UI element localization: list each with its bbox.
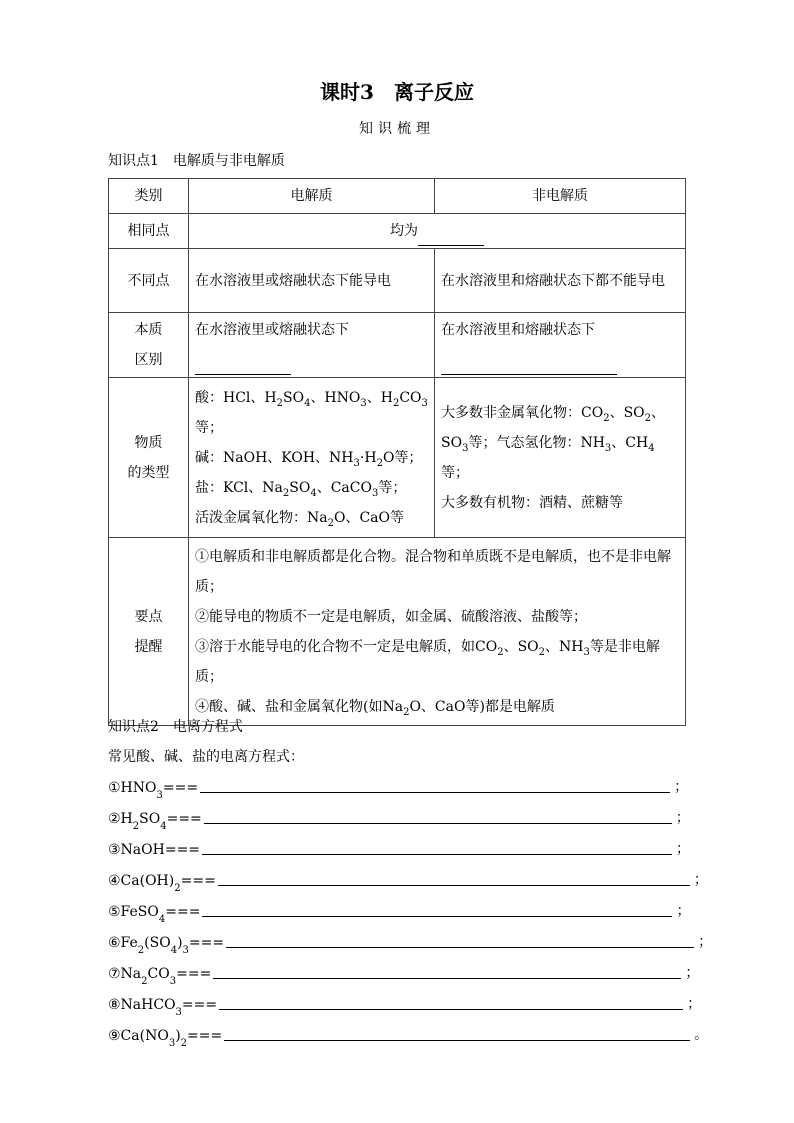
page-title: 课时3 离子反应 bbox=[320, 80, 474, 104]
equation-2: ②H 2 SO 4 === ； bbox=[108, 810, 690, 832]
answer-line[interactable] bbox=[202, 853, 672, 855]
equation-8: ⑧NaHCO 3 === ； bbox=[108, 996, 702, 1018]
knowledge-point-1-heading: 知识点1 电解质与非电解质 bbox=[108, 153, 285, 169]
equation-9: ⑨Ca(NO 3 ) 2 === 。 bbox=[108, 1027, 709, 1049]
answer-line[interactable] bbox=[218, 884, 690, 886]
essence-nonelectrolyte: 在水溶液里和熔融状态下 bbox=[435, 313, 686, 378]
electrolyte-table bbox=[108, 178, 686, 726]
row-label-tips: 要点 提醒 bbox=[109, 538, 189, 726]
answer-line[interactable] bbox=[213, 977, 681, 979]
row-label-diff: 不同点 bbox=[109, 249, 189, 313]
row-label-same: 相同点 bbox=[109, 214, 189, 249]
diff-nonelectrolyte: 在水溶液里和熔融状态下都不能导电 bbox=[435, 249, 686, 313]
fill-blank[interactable] bbox=[441, 356, 617, 375]
intro-text: 常见酸、碱、盐的电离方程式： bbox=[108, 749, 304, 765]
types-nonelectrolyte: 大多数非金属氧化物：$CO_2$、$SO_2$、$SO_3$等；气态氢化物：$NH_3$、$CH_4$等； 大多数有机物：酒精、蔗糖等 bbox=[435, 378, 686, 538]
equation-3: ③NaOH=== ； bbox=[108, 841, 691, 858]
answer-line[interactable] bbox=[224, 1039, 690, 1041]
answer-line[interactable] bbox=[202, 915, 672, 917]
same-cell bbox=[189, 214, 686, 249]
fill-blank[interactable] bbox=[418, 227, 484, 246]
answer-line[interactable] bbox=[200, 791, 670, 793]
header-electrolyte: 电解质 bbox=[189, 179, 435, 214]
fill-blank[interactable] bbox=[195, 356, 291, 375]
equation-5: ⑤FeSO 4 === ； bbox=[108, 903, 691, 925]
same-text: 均为 bbox=[390, 223, 418, 239]
types-electrolyte: 酸：HCl、$H_2SO_4$、$HNO_3$、$H_2CO_3$等； 碱：NaOH、KOH、$NH_3\cdot H_2O$等； 盐：KCl、$Na_2SO_4$、CaCO$_3$等； 活泼金属氧化物：$Na_2O$、CaO等 bbox=[189, 378, 435, 538]
equation-7: ⑦Na 2 CO 3 === ； bbox=[108, 965, 700, 987]
equation-6: ⑥Fe 2 (SO 4 ) 3 === ； bbox=[108, 934, 713, 956]
header-nonelectrolyte: 非电解质 bbox=[435, 179, 686, 214]
tips-cell: ①电解质和非电解质都是化合物。混合物和单质既不是电解质，也不是非电解质； ②能导电的物质不一定是电解质，如金属、硫酸溶液、盐酸等； ③溶于水能导电的化合物不一定是电解质，如$CO_2$、$SO_2$、$NH_3$等是非电解质； ④酸、碱、盐和金属氧化物(如$Na_2O$、CaO等)都是电解质 bbox=[189, 538, 686, 726]
section-subtitle: 知识梳理 bbox=[359, 121, 435, 137]
header-category: 类别 bbox=[109, 179, 189, 214]
row-label-essence: 本质 区别 bbox=[109, 313, 189, 378]
knowledge-point-2-heading: 知识点2 电离方程式 bbox=[108, 719, 243, 735]
equation-4: ④Ca(OH) 2 === ； bbox=[108, 872, 708, 894]
answer-line[interactable] bbox=[226, 946, 694, 948]
row-label-types: 物质 的类型 bbox=[109, 378, 189, 538]
essence-electrolyte: 在水溶液里或熔融状态下 bbox=[189, 313, 435, 378]
equation-1: ①HNO 3 === ； bbox=[108, 779, 689, 801]
diff-electrolyte: 在水溶液里或熔融状态下能导电 bbox=[189, 249, 435, 313]
answer-line[interactable] bbox=[219, 1008, 683, 1010]
answer-line[interactable] bbox=[204, 822, 672, 824]
